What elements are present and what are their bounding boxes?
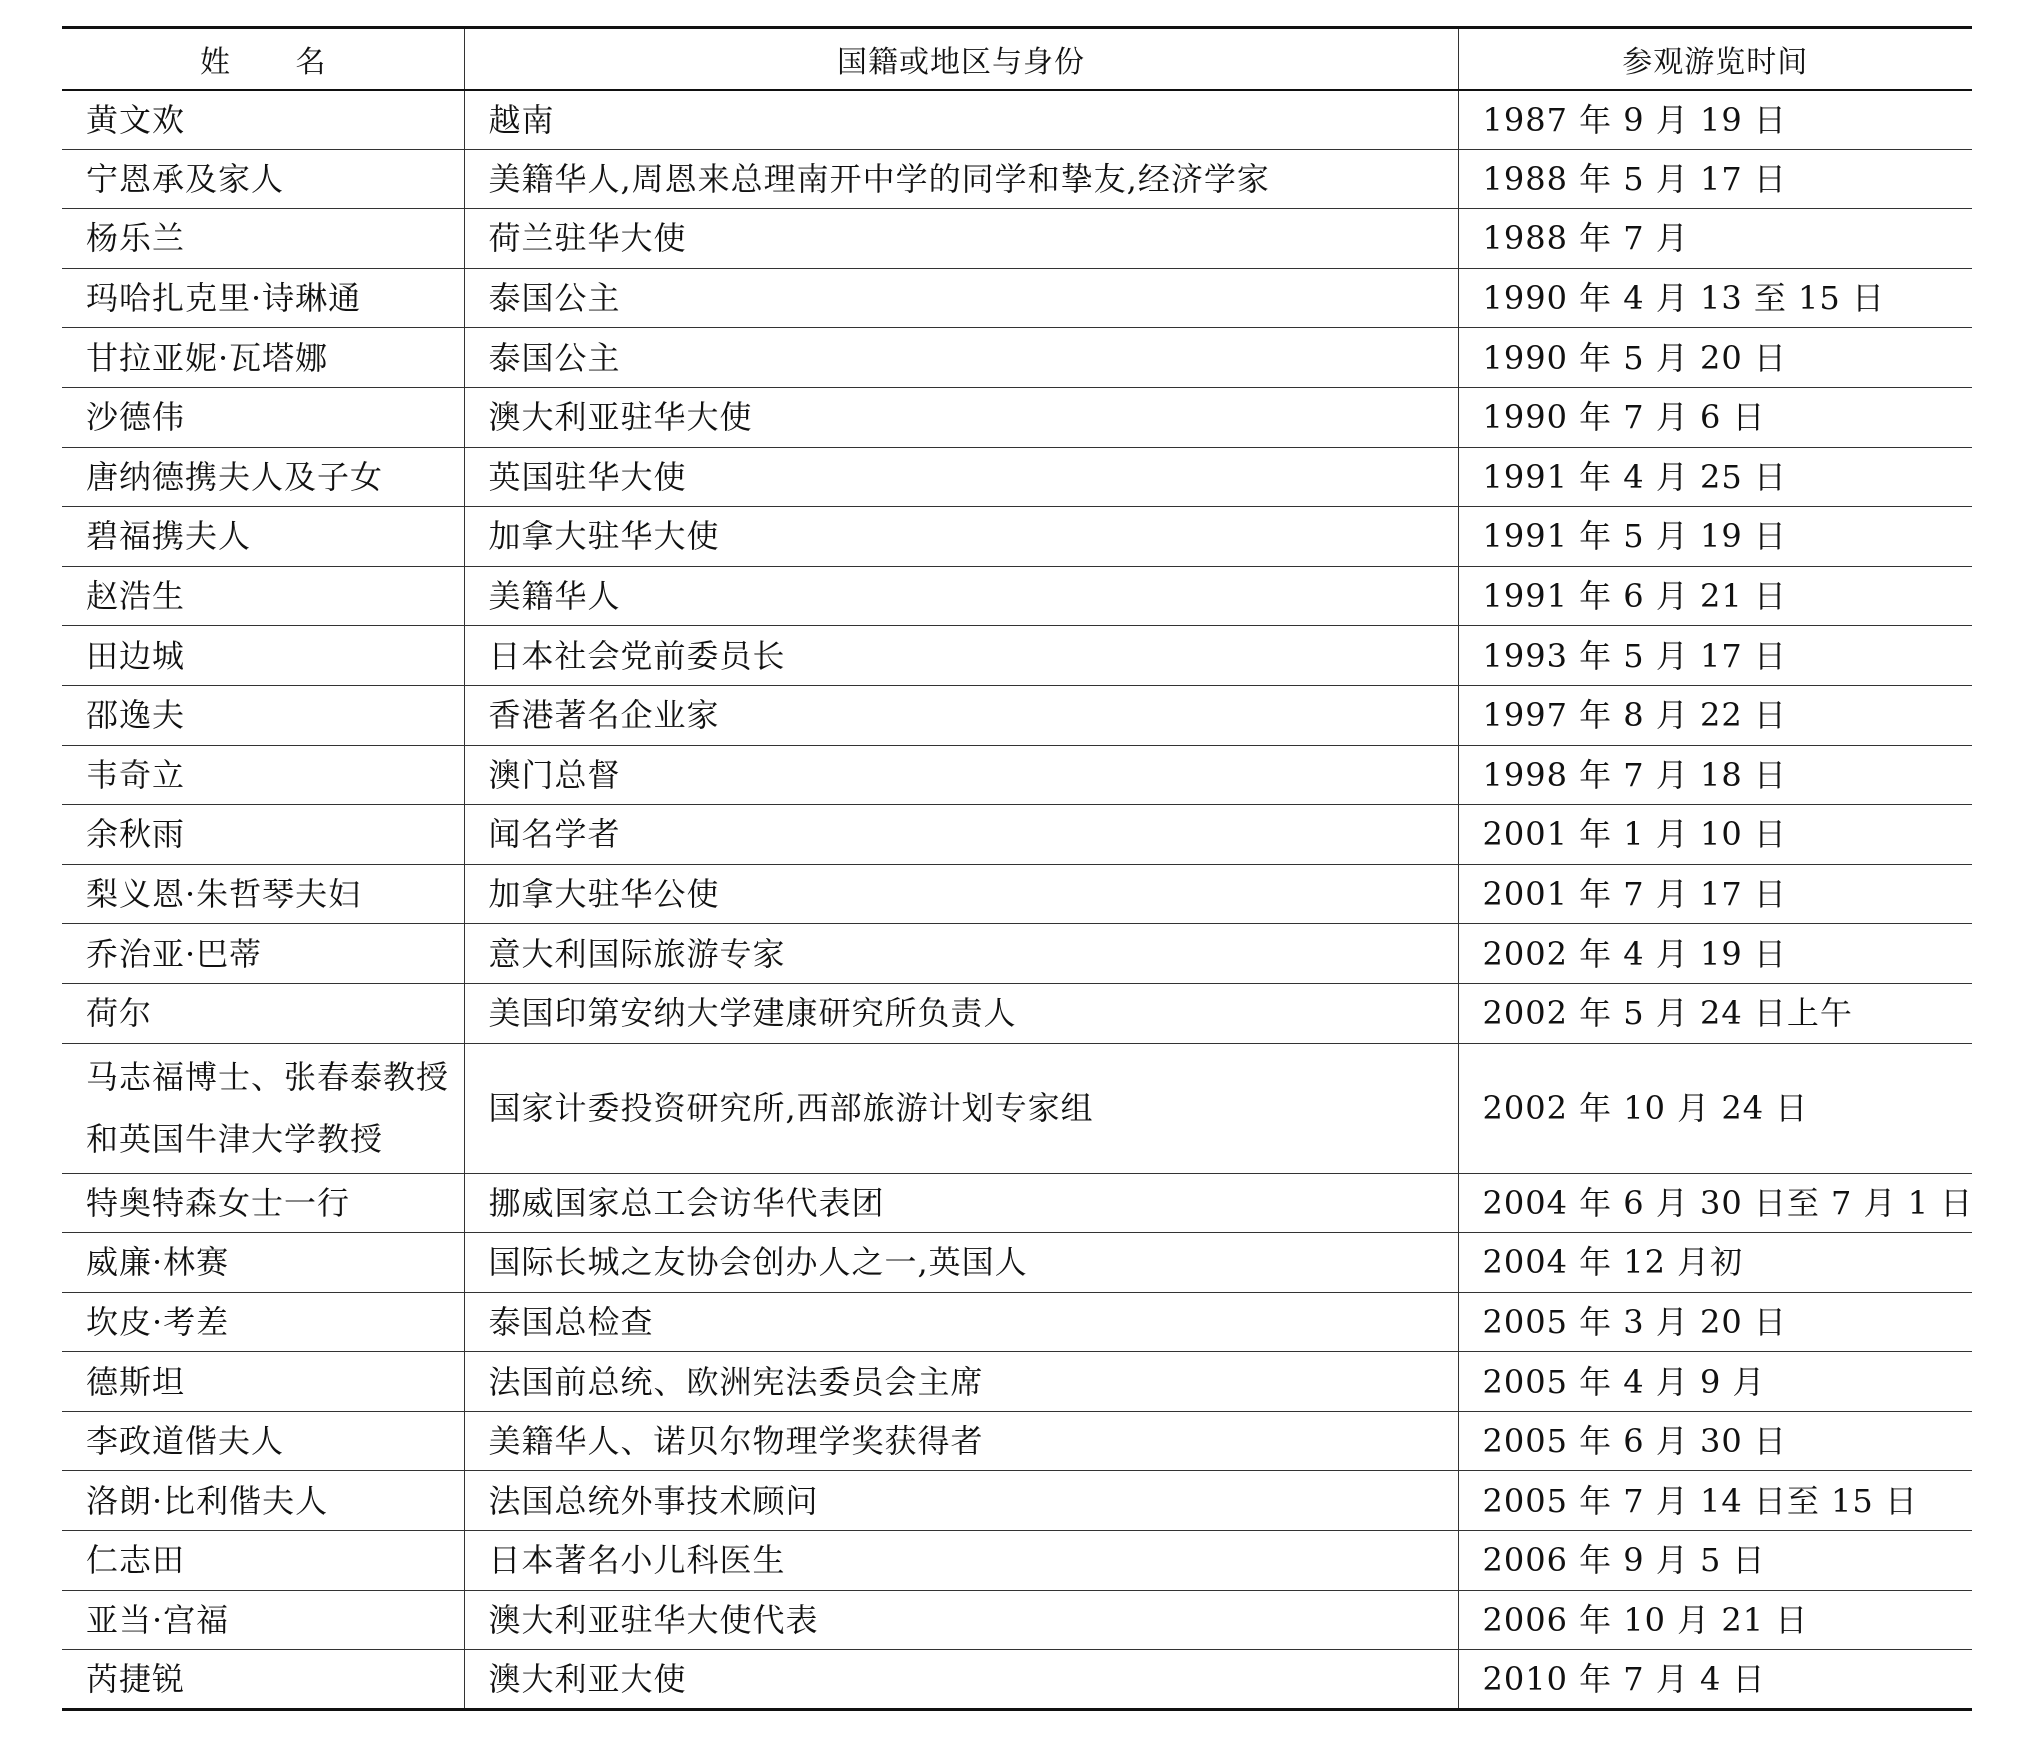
cell-date: 2004 年 12 月初 <box>1458 1233 1972 1293</box>
cell-name: 坎皮·考差 <box>62 1292 464 1352</box>
table-row <box>62 507 1972 567</box>
table-row <box>62 745 1972 805</box>
column-header-identity: 国籍或地区与身份 <box>464 28 1458 90</box>
table-row <box>62 805 1972 865</box>
cell-date: 1987 年 9 月 19 日 <box>1458 90 1972 150</box>
cell-identity: 意大利国际旅游专家 <box>464 924 1458 984</box>
cell-name: 德斯坦 <box>62 1352 464 1412</box>
cell-identity: 法国前总统、欧洲宪法委员会主席 <box>464 1352 1458 1412</box>
table-row <box>62 1043 1972 1173</box>
cell-identity: 国家计委投资研究所,西部旅游计划专家组 <box>464 1043 1458 1173</box>
cell-identity: 日本社会党前委员长 <box>464 626 1458 686</box>
cell-name: 黄文欢 <box>62 90 464 150</box>
table-row <box>62 1650 1972 1710</box>
cell-name: 威廉·林赛 <box>62 1233 464 1293</box>
cell-name: 宁恩承及家人 <box>62 149 464 209</box>
cell-date: 2002 年 4 月 19 日 <box>1458 924 1972 984</box>
cell-identity: 泰国公主 <box>464 328 1458 388</box>
cell-date: 1990 年 7 月 6 日 <box>1458 387 1972 447</box>
cell-identity: 澳大利亚驻华大使代表 <box>464 1590 1458 1650</box>
cell-date: 2001 年 7 月 17 日 <box>1458 864 1972 924</box>
cell-name: 甘拉亚妮·瓦塔娜 <box>62 328 464 388</box>
cell-identity: 美籍华人 <box>464 566 1458 626</box>
table-row <box>62 983 1972 1043</box>
cell-name: 梨义恩·朱哲琴夫妇 <box>62 864 464 924</box>
cell-name: 玛哈扎克里·诗琳通 <box>62 268 464 328</box>
cell-name: 碧福携夫人 <box>62 507 464 567</box>
cell-name: 乔治亚·巴蒂 <box>62 924 464 984</box>
cell-date: 2006 年 9 月 5 日 <box>1458 1531 1972 1591</box>
table-row <box>62 1233 1972 1293</box>
table-row <box>62 90 1972 150</box>
cell-date: 1988 年 5 月 17 日 <box>1458 149 1972 209</box>
cell-name: 杨乐兰 <box>62 209 464 269</box>
cell-identity: 泰国总检查 <box>464 1292 1458 1352</box>
cell-date: 2002 年 10 月 24 日 <box>1458 1043 1972 1173</box>
cell-date: 2005 年 6 月 30 日 <box>1458 1411 1972 1471</box>
cell-date: 1997 年 8 月 22 日 <box>1458 685 1972 745</box>
cell-identity: 泰国公主 <box>464 268 1458 328</box>
cell-date: 2010 年 7 月 4 日 <box>1458 1650 1972 1710</box>
cell-name: 李政道偕夫人 <box>62 1411 464 1471</box>
cell-identity: 荷兰驻华大使 <box>464 209 1458 269</box>
table-row <box>62 685 1972 745</box>
table-row <box>62 1411 1972 1471</box>
table-row <box>62 1531 1972 1591</box>
table-row <box>62 387 1972 447</box>
cell-date: 2005 年 4 月 9 月 <box>1458 1352 1972 1412</box>
cell-date: 1991 年 4 月 25 日 <box>1458 447 1972 507</box>
cell-name: 余秋雨 <box>62 805 464 865</box>
table-row <box>62 1173 1972 1233</box>
cell-identity: 法国总统外事技术顾问 <box>464 1471 1458 1531</box>
cell-date: 2004 年 6 月 30 日至 7 月 1 日 <box>1458 1173 1972 1233</box>
cell-name: 亚当·宫福 <box>62 1590 464 1650</box>
table-row <box>62 1590 1972 1650</box>
table-row <box>62 447 1972 507</box>
cell-date: 2005 年 3 月 20 日 <box>1458 1292 1972 1352</box>
table-row <box>62 626 1972 686</box>
cell-identity: 加拿大驻华公使 <box>464 864 1458 924</box>
table-row <box>62 268 1972 328</box>
cell-identity: 美籍华人、诺贝尔物理学奖获得者 <box>464 1411 1458 1471</box>
cell-identity: 美国印第安纳大学建康研究所负责人 <box>464 983 1458 1043</box>
visitor-table <box>62 26 1972 1711</box>
cell-name: 邵逸夫 <box>62 685 464 745</box>
cell-date: 2001 年 1 月 10 日 <box>1458 805 1972 865</box>
cell-date: 1998 年 7 月 18 日 <box>1458 745 1972 805</box>
cell-identity: 日本著名小儿科医生 <box>464 1531 1458 1591</box>
table-body <box>62 90 1972 1710</box>
table-row <box>62 1292 1972 1352</box>
table-row <box>62 149 1972 209</box>
table-row <box>62 864 1972 924</box>
cell-identity: 香港著名企业家 <box>464 685 1458 745</box>
table-header-row <box>62 28 1972 90</box>
table-row <box>62 566 1972 626</box>
cell-date: 2002 年 5 月 24 日上午 <box>1458 983 1972 1043</box>
cell-name: 仁志田 <box>62 1531 464 1591</box>
column-header-date: 参观游览时间 <box>1458 28 1972 90</box>
cell-date: 1988 年 7 月 <box>1458 209 1972 269</box>
cell-name: 赵浩生 <box>62 566 464 626</box>
cell-name: 马志福博士、张春泰教授和英国牛津大学教授 <box>62 1043 464 1173</box>
cell-identity: 澳大利亚大使 <box>464 1650 1458 1710</box>
cell-identity: 挪威国家总工会访华代表团 <box>464 1173 1458 1233</box>
cell-date: 2005 年 7 月 14 日至 15 日 <box>1458 1471 1972 1531</box>
table-row <box>62 328 1972 388</box>
column-header-name: 姓 名 <box>62 28 464 90</box>
cell-name: 荷尔 <box>62 983 464 1043</box>
cell-date: 2006 年 10 月 21 日 <box>1458 1590 1972 1650</box>
cell-date: 1990 年 5 月 20 日 <box>1458 328 1972 388</box>
cell-name: 韦奇立 <box>62 745 464 805</box>
cell-name: 田边城 <box>62 626 464 686</box>
table-row <box>62 1352 1972 1412</box>
table-row <box>62 924 1972 984</box>
cell-identity: 英国驻华大使 <box>464 447 1458 507</box>
cell-identity: 澳门总督 <box>464 745 1458 805</box>
table-row <box>62 209 1972 269</box>
cell-date: 1990 年 4 月 13 至 15 日 <box>1458 268 1972 328</box>
visitor-table-container <box>62 26 1972 1711</box>
cell-identity: 闻名学者 <box>464 805 1458 865</box>
cell-identity: 澳大利亚驻华大使 <box>464 387 1458 447</box>
cell-identity: 加拿大驻华大使 <box>464 507 1458 567</box>
cell-date: 1991 年 6 月 21 日 <box>1458 566 1972 626</box>
cell-name: 芮捷锐 <box>62 1650 464 1710</box>
cell-identity: 越南 <box>464 90 1458 150</box>
cell-identity: 国际长城之友协会创办人之一,英国人 <box>464 1233 1458 1293</box>
cell-name: 特奥特森女士一行 <box>62 1173 464 1233</box>
cell-name: 洛朗·比利偕夫人 <box>62 1471 464 1531</box>
table-row <box>62 1471 1972 1531</box>
cell-name: 唐纳德携夫人及子女 <box>62 447 464 507</box>
cell-identity: 美籍华人,周恩来总理南开中学的同学和挚友,经济学家 <box>464 149 1458 209</box>
cell-name: 沙德伟 <box>62 387 464 447</box>
cell-date: 1991 年 5 月 19 日 <box>1458 507 1972 567</box>
cell-date: 1993 年 5 月 17 日 <box>1458 626 1972 686</box>
